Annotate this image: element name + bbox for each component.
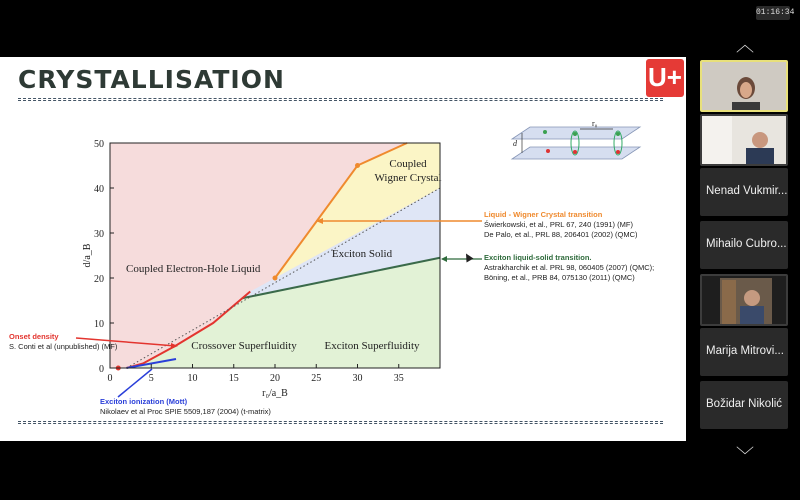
x-tick-label: 25 xyxy=(311,373,322,384)
note-onset: Onset density S. Conti et al (unpublished) (MF) xyxy=(9,332,118,351)
x-axis-label: r₀/a_B xyxy=(262,388,288,399)
y-tick-label: 20 xyxy=(94,274,104,285)
region-label: Coupled Electron-Hole Liquid xyxy=(126,263,261,275)
data-marker xyxy=(273,276,278,281)
participant-name: Božidar Nikolić xyxy=(706,398,783,410)
participant-name: Mihailo Cubro... xyxy=(706,238,787,250)
video-tile-participant[interactable] xyxy=(700,274,788,326)
participant-tile[interactable] xyxy=(700,328,788,376)
divider xyxy=(18,423,663,424)
participant-tile[interactable] xyxy=(700,221,788,269)
region-label: Exciton Superfluidity xyxy=(324,340,420,352)
x-tick-label: 30 xyxy=(352,373,363,384)
y-tick-label: 50 xyxy=(94,139,104,150)
x-tick-label: 0 xyxy=(107,373,113,384)
participant-name: Marija Mitrovi... xyxy=(706,345,784,357)
y-tick-label: 30 xyxy=(94,229,104,240)
participant-video-icon xyxy=(702,276,788,326)
x-tick-label: 15 xyxy=(228,373,239,384)
note-wigner: Liquid - Wigner Crystal transition Świerkowski, et al., PRL 67, 240 (1991) (MF) De Palo, et al., PRL 88, 206401 (2002) (QMC) xyxy=(484,210,638,239)
inset-r-label: r₀ xyxy=(592,119,598,128)
region-label: Wigner Crystal xyxy=(374,172,442,184)
clock: 01:16:34 xyxy=(756,6,790,20)
scroll-down-button[interactable]: ﹀ xyxy=(736,446,754,466)
divider xyxy=(18,421,663,422)
slide-title: CRYSTALLISATION xyxy=(18,65,285,94)
participant-tile[interactable] xyxy=(700,381,788,429)
note-mott: Exciton ionization (Mott) Nikolaev et al Proc SPIE 5509,187 (2004) (t-matrix) xyxy=(100,397,271,416)
arrow-head xyxy=(441,256,447,262)
inset-d-label: d xyxy=(513,139,517,148)
x-tick-label: 35 xyxy=(393,373,404,384)
x-tick-label: 20 xyxy=(270,373,280,384)
video-tile-participant[interactable] xyxy=(700,114,788,166)
x-tick-label: 5 xyxy=(148,373,154,384)
note-exciton-solid: Exciton liquid-solid transition. Astrakharchik et al. PRL 98, 060405 (2007) (QMC); Böning, et al., PRB 84, 075130 (2011) (QMC) xyxy=(484,253,655,282)
participant-video-icon xyxy=(702,62,788,112)
mott-arrow xyxy=(118,369,152,397)
y-axis-label: d/a_B xyxy=(82,243,93,268)
participant-tile[interactable] xyxy=(700,168,788,216)
region-label: Exciton Solid xyxy=(331,248,393,260)
y-tick-label: 40 xyxy=(94,184,104,195)
scroll-up-button[interactable]: ︿ xyxy=(736,35,754,55)
shared-slide xyxy=(0,57,686,441)
data-marker xyxy=(355,163,360,168)
participant-video-icon xyxy=(702,116,788,166)
y-tick-label: 10 xyxy=(94,319,104,330)
x-tick-label: 10 xyxy=(187,373,198,384)
university-logo: U+ xyxy=(646,59,684,97)
bilayer-inset xyxy=(510,115,650,165)
participant-name: Nenad Vukmir... xyxy=(706,185,788,197)
video-tile-active-speaker[interactable] xyxy=(700,60,788,112)
y-tick-label: 0 xyxy=(99,364,104,375)
region-label: Crossover Superfluidity xyxy=(191,340,297,352)
region-label: Coupled xyxy=(389,158,427,170)
